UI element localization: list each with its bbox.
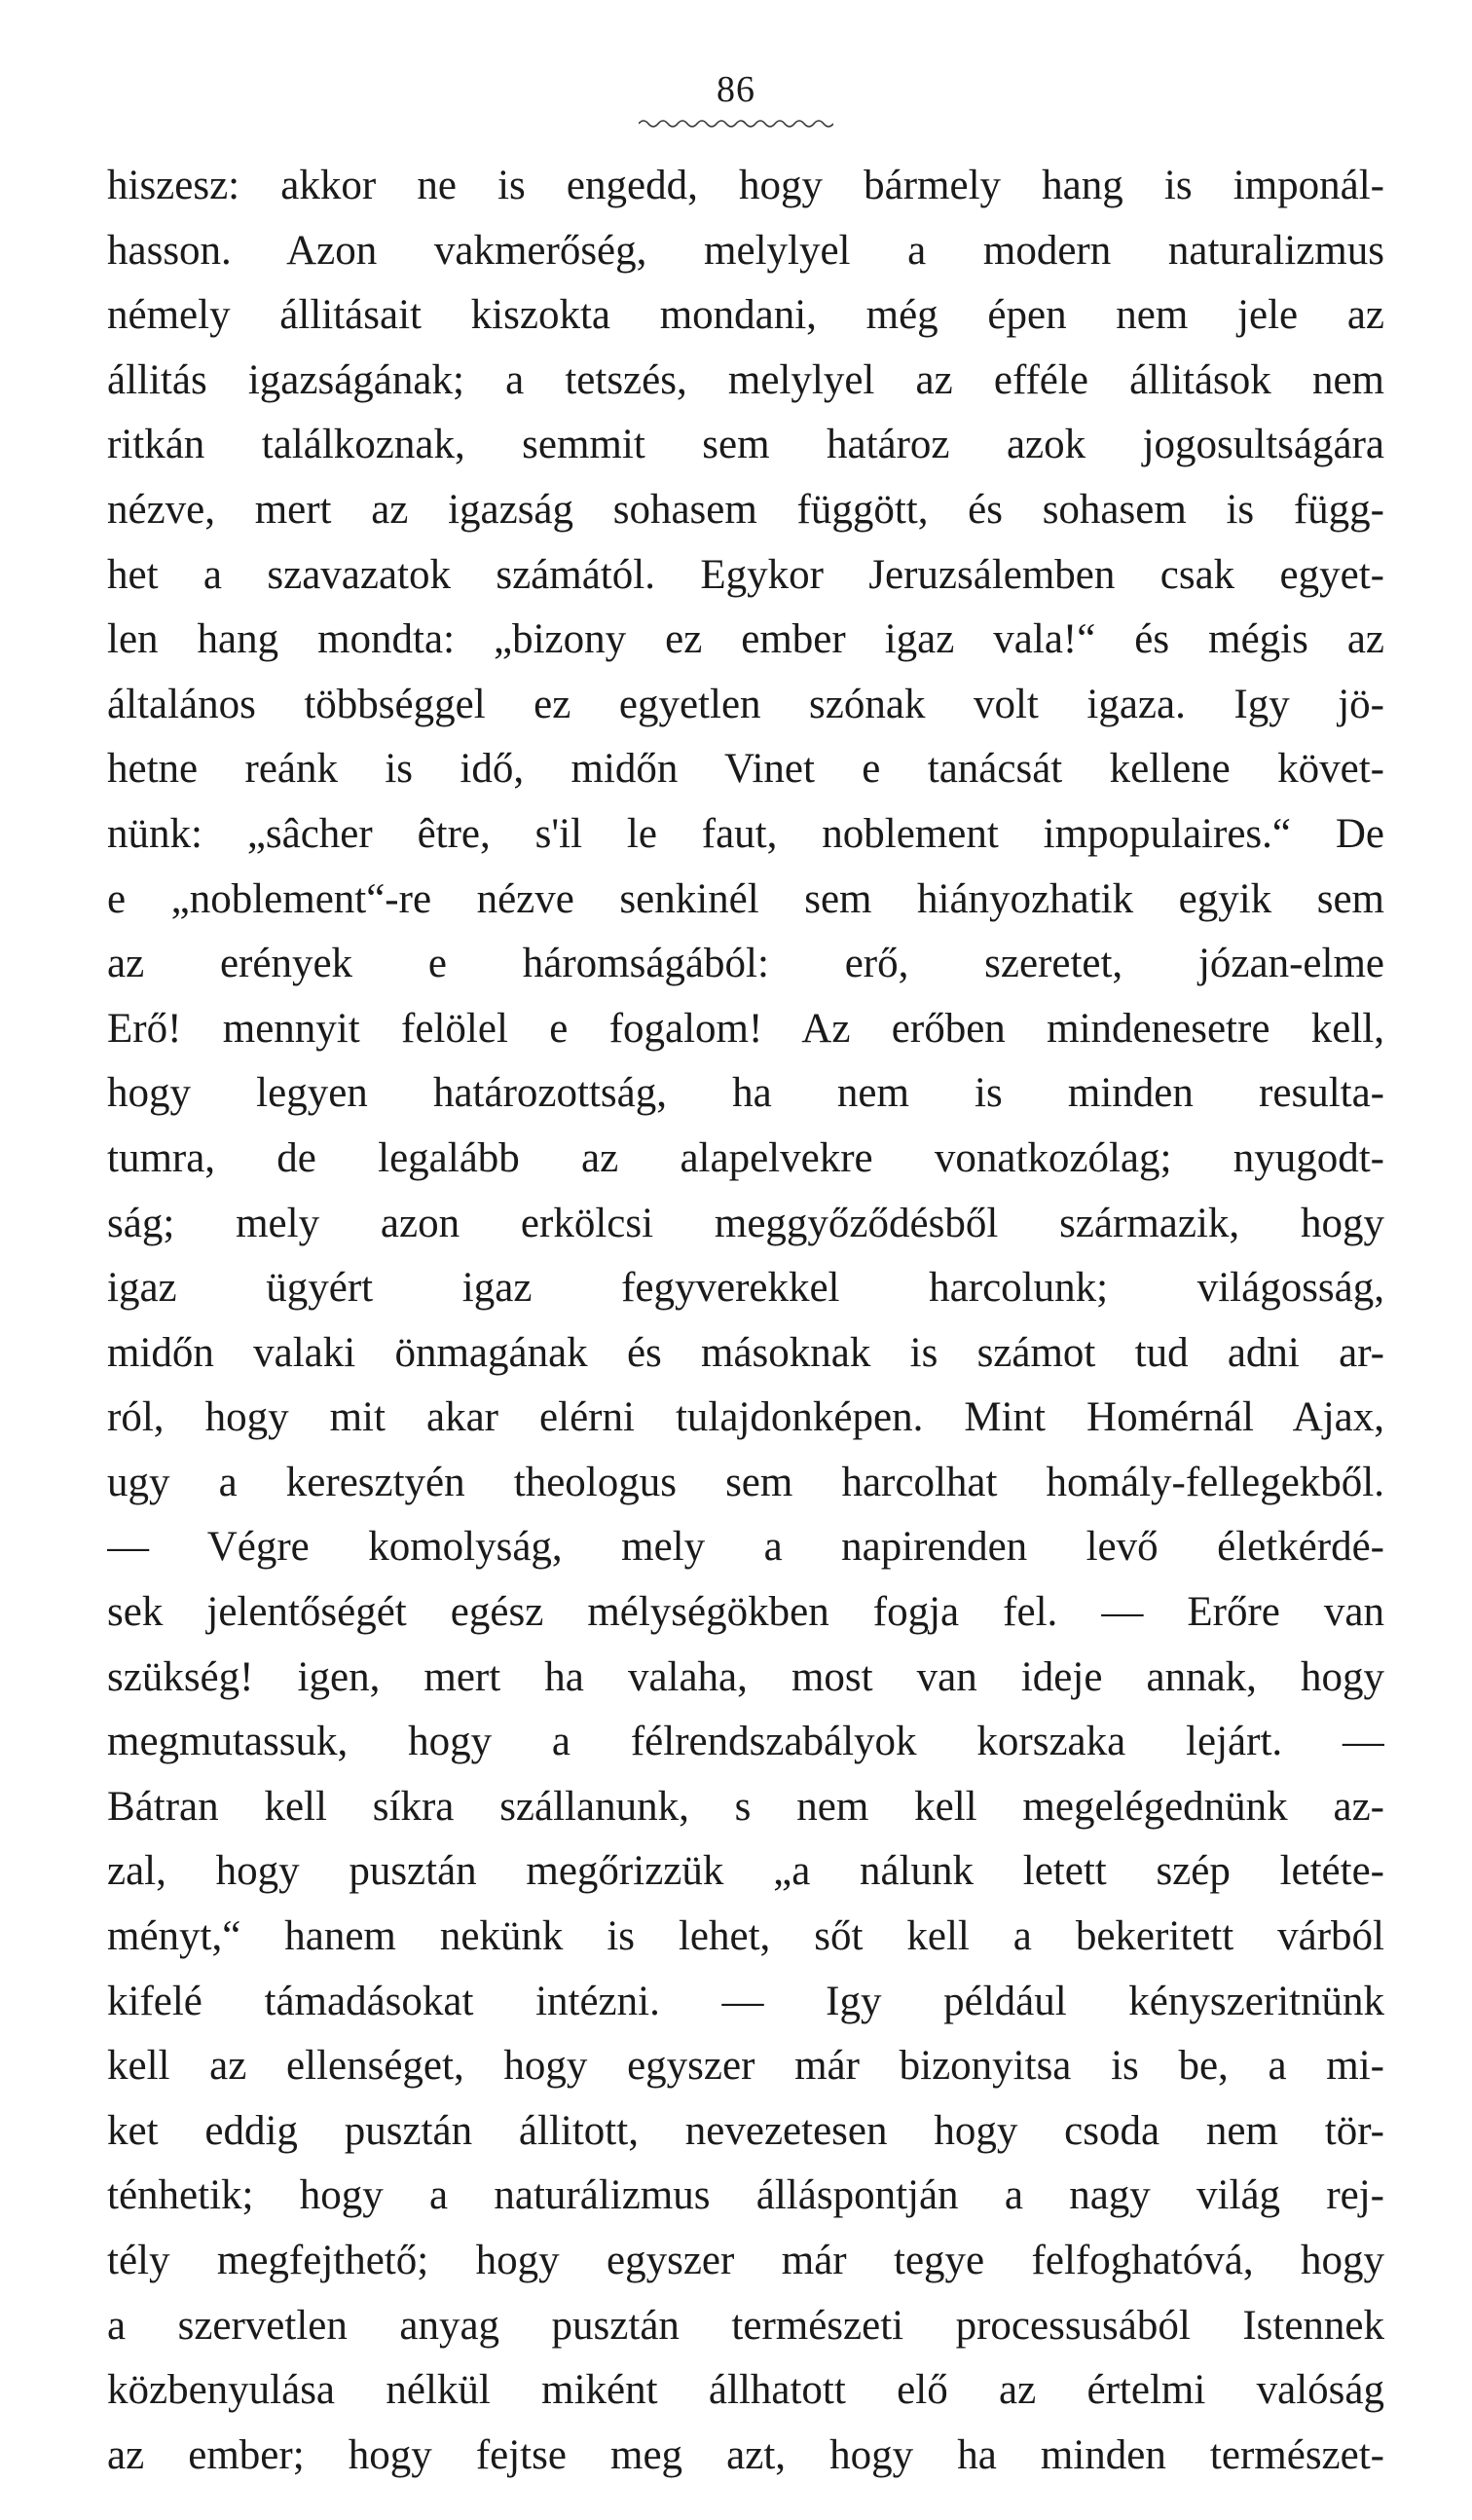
text-line: midőn valaki önmagának és másoknak is számot tud adni ar- xyxy=(107,1329,1384,1376)
text-line: az ember; hogy fejtse meg azt, hogy ha minden természet- xyxy=(107,2431,1384,2478)
text-line: hogy legyen határozottság, ha nem is minden resulta- xyxy=(107,1070,1384,1117)
text-line: a szervetlen anyag pusztán természeti processusából Istennek xyxy=(107,2302,1384,2349)
text-line: szükség! igen, mert ha valaha, most van ideje annak, hogy xyxy=(107,1653,1384,1700)
text-line: közbenyulása nélkül miként állhatott elő az értelmi valóság xyxy=(107,2367,1384,2414)
text-line: len hang mondta: „bizony ez ember igaz vala!“ és mégis az xyxy=(107,616,1384,663)
text-line: Bátran kell síkra szállanunk, s nem kell megelégednünk az- xyxy=(107,1783,1384,1830)
text-line: ket eddig pusztán állitott, nevezetesen hogy csoda nem tör- xyxy=(107,2107,1384,2154)
text-line: — Végre komolyság, mely a napirenden levő életkérdé- xyxy=(107,1524,1384,1571)
text-line: némely állitásait kiszokta mondani, még épen nem jele az xyxy=(107,292,1384,339)
text-line: hiszesz: akkor ne is engedd, hogy bármely hang is imponál- xyxy=(107,163,1384,208)
text-line: tumra, de legalább az alapelvekre vonatkozólag; nyugodt- xyxy=(107,1134,1384,1181)
text-line: ugy a keresztyén theologus sem harcolhat homály-fellegekből. xyxy=(107,1459,1384,1505)
wavy-rule-ornament xyxy=(639,115,833,129)
text-line: nünk: „sâcher être, s'il le faut, noblement impopulaires.“ De xyxy=(107,810,1384,857)
text-line: zal, hogy pusztán megőrizzük „a nálunk letett szép letéte- xyxy=(107,1848,1384,1895)
text-line: ritkán találkoznak, semmit sem határoz azok jogosultságára xyxy=(107,422,1384,468)
text-line: az erények e háromságából: erő, szeretet, józan-elme xyxy=(107,941,1384,987)
text-line: általános többséggel ez egyetlen szónak volt igaza. Igy jö- xyxy=(107,681,1384,727)
text-line: het a szavazatok számától. Egykor Jeruzsálemben csak egyet- xyxy=(107,551,1384,598)
text-line: hasson. Azon vakmerőség, melylyel a modern naturalizmus xyxy=(107,227,1384,274)
text-line: állitás igazságának; a tetszés, melylyel az efféle állitások nem xyxy=(107,356,1384,403)
body-text xyxy=(107,154,1384,2488)
text-line: ténhetik; hogy a naturálizmus álláspontján a nagy világ rej- xyxy=(107,2172,1384,2219)
text-line: ról, hogy mit akar elérni tulajdonképen. Mint Homérnál Ajax, xyxy=(107,1394,1384,1441)
text-line: e „noblement“-re nézve senkinél sem hiányozhatik egyik sem xyxy=(107,875,1384,922)
text-line: tély megfejthető; hogy egyszer már tegye felfoghatóvá, hogy xyxy=(107,2238,1384,2283)
text-line: megmutassuk, hogy a félrendszabályok korszaka lejárt. — xyxy=(107,1719,1384,1765)
text-line: kell az ellenséget, hogy egyszer már bizonyitsa is be, a mi- xyxy=(107,2043,1384,2090)
text-line: kifelé támadásokat intézni. — Igy például kényszeritnünk xyxy=(107,1978,1384,2024)
page-number: 86 xyxy=(717,69,755,110)
text-line: Erő! mennyit felölel e fogalom! Az erőben mindenesetre kell, xyxy=(107,1005,1384,1052)
text-line: igaz ügyért igaz fegyverekkel harcolunk; világosság, xyxy=(107,1265,1384,1312)
text-line: nézve, mert az igazság sohasem függött, és sohasem is függ- xyxy=(107,486,1384,533)
text-line: ság; mely azon erkölcsi meggyőződésből származik, hogy xyxy=(107,1200,1384,1246)
text-line: sek jelentőségét egész mélységökben fogja fel. — Erőre van xyxy=(107,1589,1384,1636)
text-line: hetne reánk is idő, midőn Vinet e tanácsát kellene követ- xyxy=(107,746,1384,793)
text-line: ményt,“ hanem nekünk is lehet, sőt kell a bekeritett várból xyxy=(107,1913,1384,1960)
